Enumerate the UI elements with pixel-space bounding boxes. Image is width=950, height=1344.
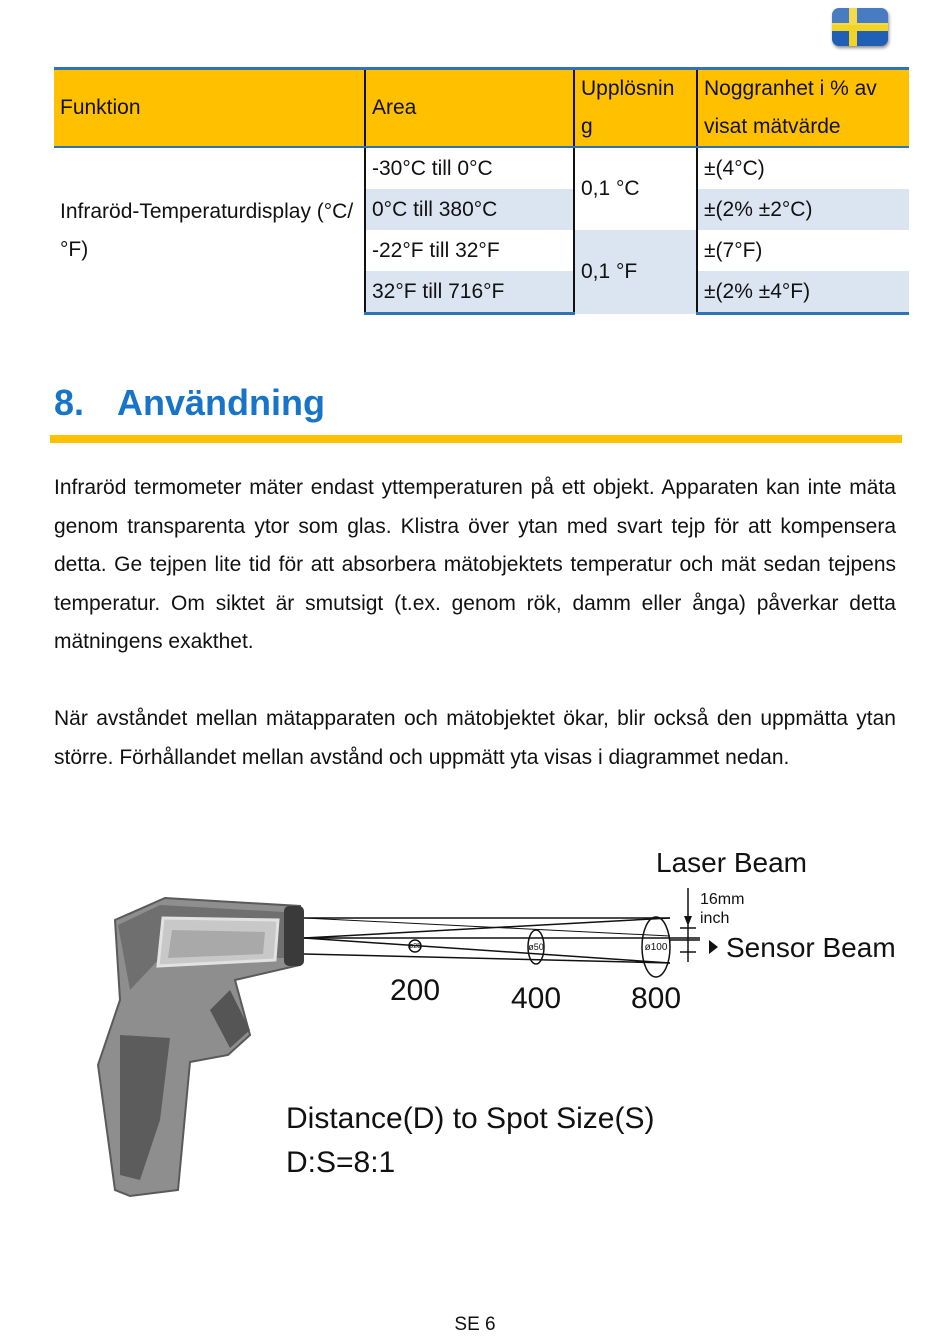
accuracy-cell: ±(4°C) bbox=[697, 147, 909, 189]
distance-to-spot-diagram bbox=[60, 830, 900, 1210]
area-cell: -22°F till 32°F bbox=[365, 230, 574, 271]
offset-unit-label: inch bbox=[700, 910, 730, 927]
distance-label: 400 bbox=[510, 982, 562, 1015]
resolution-cell: 0,1 °F bbox=[574, 230, 697, 314]
header-function: Funktion bbox=[54, 69, 365, 148]
paragraph: När avståndet mellan mätapparaten och mätobjektet ökar, blir också den uppmätta ytan större. Förhållandet mellan avstånd och uppmätt yta visas i diagrammet nedan. bbox=[54, 707, 896, 769]
section-heading bbox=[54, 382, 325, 424]
spot-label: ø50 bbox=[528, 942, 544, 952]
distance-label: 200 bbox=[389, 974, 441, 1007]
ratio-title: Distance(D) to Spot Size(S) bbox=[286, 1102, 655, 1135]
heading-rule bbox=[50, 435, 902, 443]
header-area: Area bbox=[365, 69, 574, 148]
ratio-value: D:S=8:1 bbox=[286, 1146, 396, 1179]
section-title: Användning bbox=[117, 382, 325, 423]
swedish-flag-icon bbox=[832, 8, 888, 46]
offset-value-label: 16mm bbox=[700, 891, 745, 908]
section-number: 8. bbox=[54, 382, 85, 423]
accuracy-cell: ±(2% ±2°C) bbox=[697, 189, 909, 230]
spot-label: ø100 bbox=[644, 942, 668, 953]
area-cell: 0°C till 380°C bbox=[365, 189, 574, 230]
laser-beam-label: Laser Beam bbox=[656, 847, 807, 878]
header-resolution: Upplösnin g bbox=[574, 69, 697, 148]
sensor-beam-label: Sensor Beam bbox=[726, 932, 896, 963]
distance-label: 800 bbox=[630, 982, 682, 1015]
thermometer-gun-icon bbox=[98, 898, 304, 1196]
resolution-cell: 0,1 °C bbox=[574, 147, 697, 230]
function-cell: Infraröd-Temperaturdisplay (°C/°F) bbox=[60, 199, 354, 261]
area-cell: -30°C till 0°C bbox=[365, 147, 574, 189]
accuracy-cell: ±(7°F) bbox=[697, 230, 909, 271]
paragraph: Infraröd termometer mäter endast yttemperaturen på ett objekt. Apparaten kan inte mäta genom transparenta ytor som glas. Klistra över ytan med svart tejp för att kompensera detta. Ge tejpen lite tid för att absorbera mätobjektets temperatur och mät sedan tejpens temperatur. Om siktet är smutsigt (t.ex. genom rök, damm eller ånga) påverkar detta mätningens exakthet. bbox=[54, 476, 896, 653]
header-accuracy: Noggranhet i % av visat mätvärde bbox=[697, 69, 909, 148]
page-number: SE 6 bbox=[454, 1314, 496, 1335]
specification-table bbox=[54, 67, 909, 315]
accuracy-cell: ±(2% ±4°F) bbox=[697, 271, 909, 314]
spot-label: ø25 bbox=[408, 943, 422, 950]
area-cell: 32°F till 716°F bbox=[365, 271, 574, 314]
